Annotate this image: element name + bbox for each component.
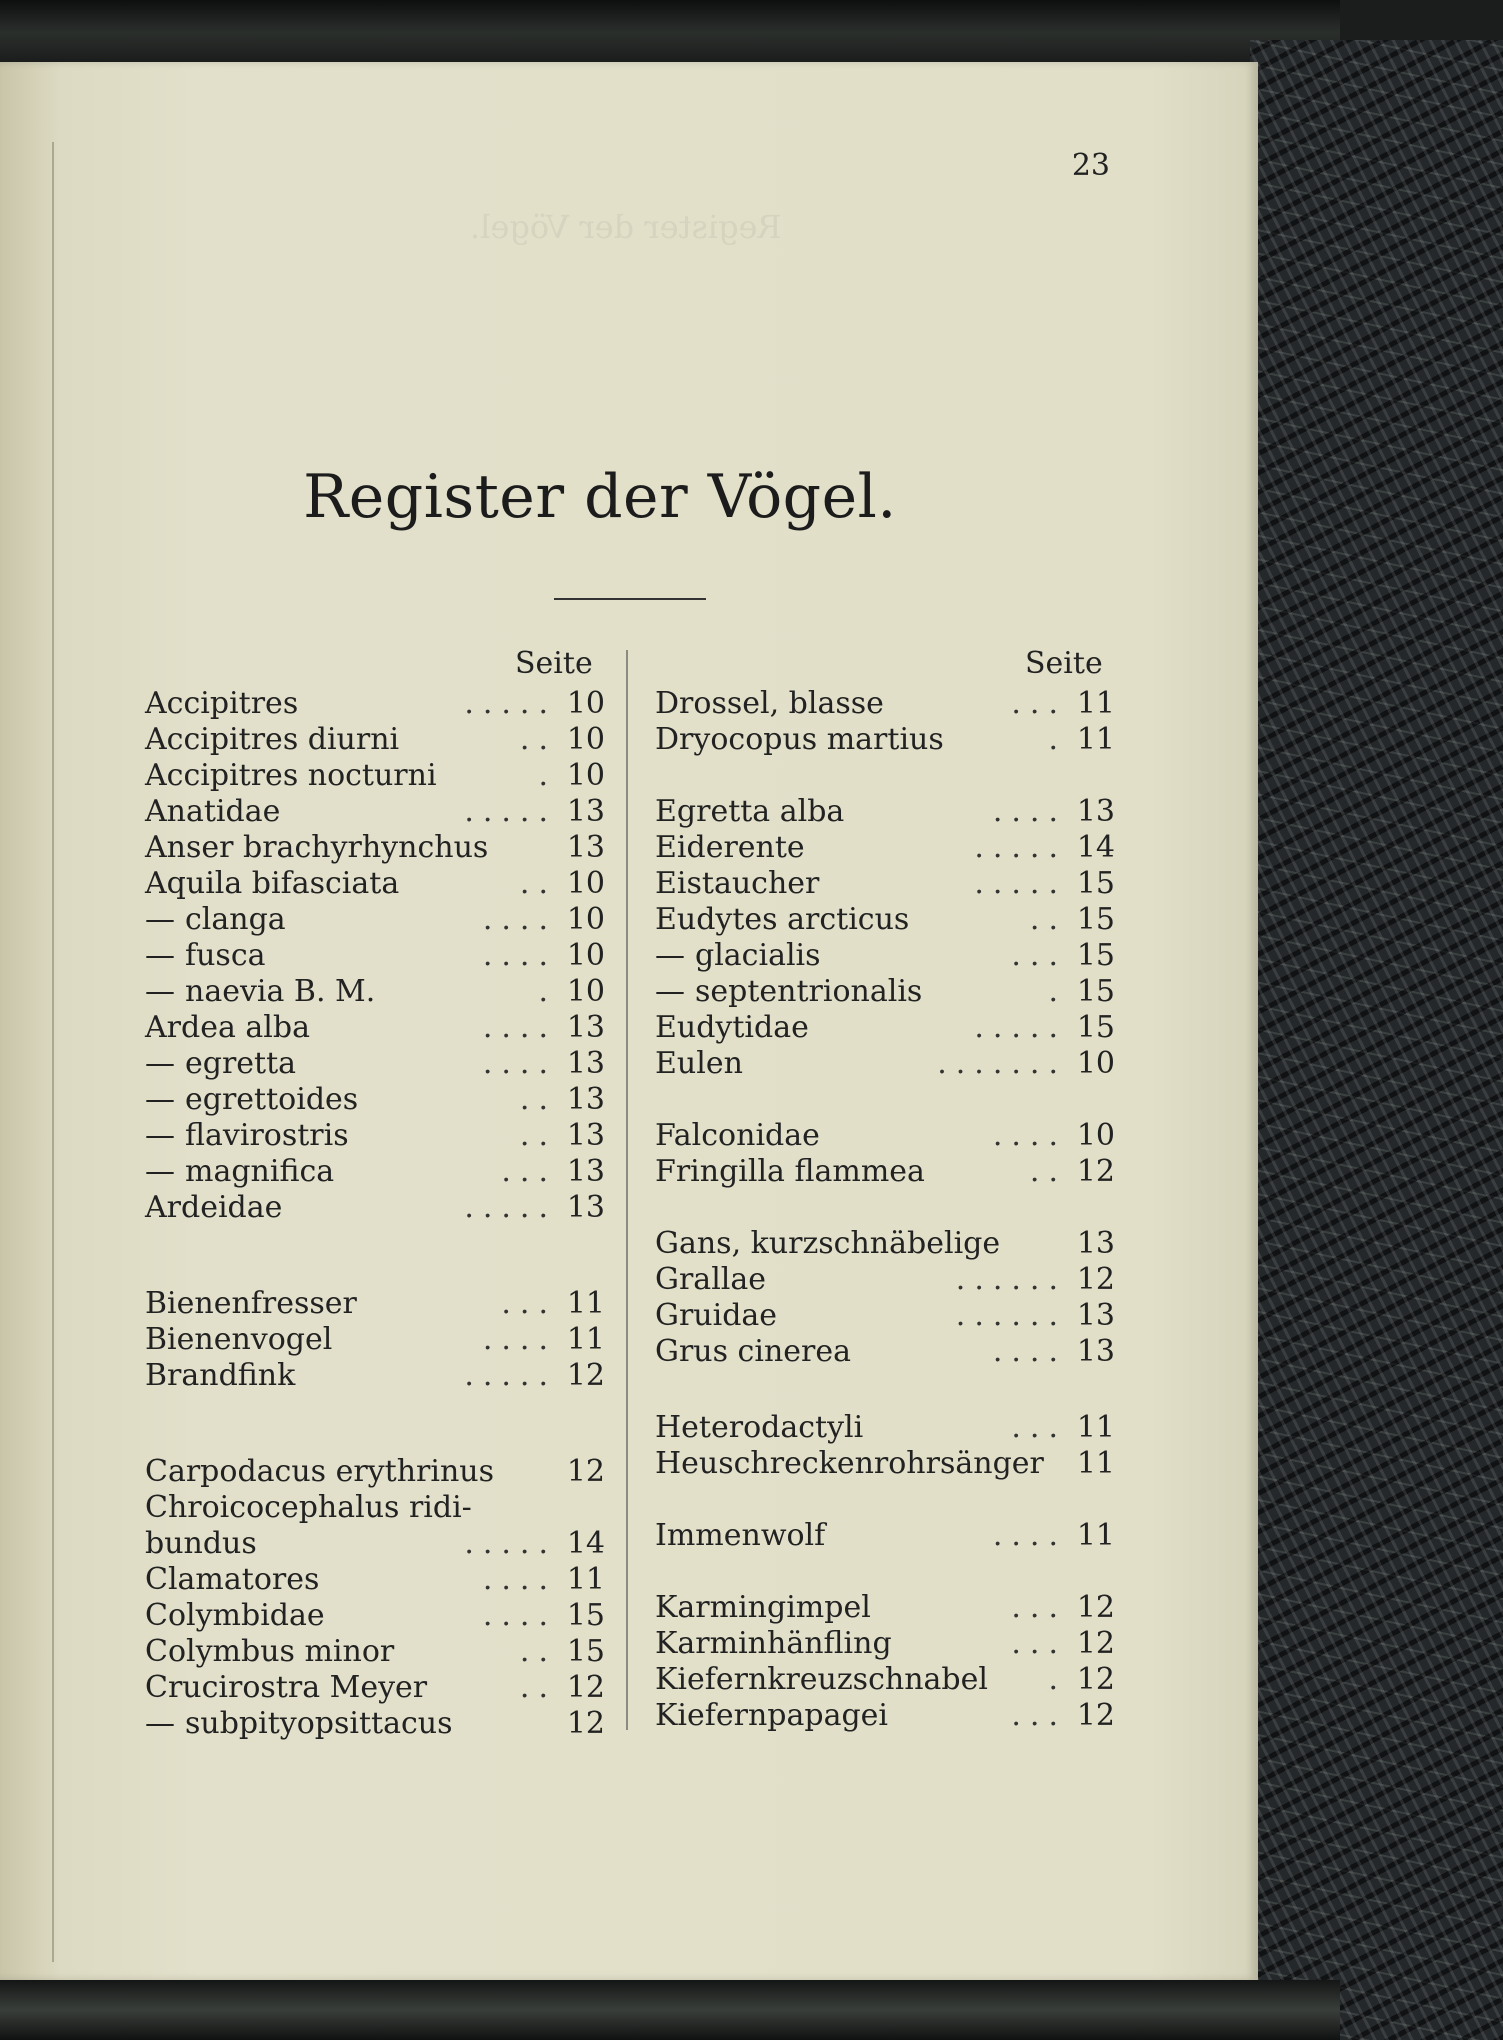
leader-dots: ..... [464, 686, 557, 721]
entry-page-number: 14 [1076, 830, 1115, 865]
entry-name: Falconidae [655, 1118, 820, 1153]
entry-name: Brandfink [145, 1358, 296, 1393]
entry-page-number: 10 [566, 722, 605, 757]
entry-page-number: 13 [566, 1046, 605, 1081]
leader-dots: .... [992, 1334, 1067, 1369]
entry-page-number: 13 [1076, 794, 1115, 829]
entry-page-number: 12 [1076, 1626, 1115, 1661]
entry-page-number: 12 [566, 1670, 605, 1705]
entry-name: Eulen [655, 1046, 743, 1081]
page-number: 23 [1071, 148, 1110, 183]
leader-dots: ..... [464, 794, 557, 829]
left-index-entry [145, 1598, 605, 1634]
entry-page-number: 15 [566, 1634, 605, 1669]
entry-name: Accipitres diurni [145, 722, 400, 757]
leader-dots: .. [1029, 1154, 1067, 1189]
leader-dots: . [1048, 722, 1067, 757]
entry-name: Crucirostra Meyer [145, 1670, 428, 1705]
left-index-entry [145, 1010, 605, 1046]
entry-name: Karminhänfling [655, 1626, 892, 1661]
right-index-entry [655, 1698, 1115, 1734]
leader-dots: .... [482, 1046, 557, 1081]
left-index-entry [145, 1634, 605, 1670]
left-index-entry [145, 1286, 605, 1322]
leader-dots: ....... [937, 1046, 1067, 1081]
entry-page-number: 12 [566, 1358, 605, 1393]
entry-name: Heterodactyli [655, 1410, 864, 1445]
book-binding-bottom [0, 1980, 1340, 2040]
entry-page-number: 11 [1076, 722, 1115, 757]
leader-dots: . [538, 974, 557, 1009]
ditto-dash: — [145, 1046, 175, 1081]
leader-dots: ...... [955, 1298, 1067, 1333]
entry-page-number: 13 [566, 1010, 605, 1045]
leader-dots: .... [482, 1598, 557, 1633]
leader-dots: ... [1011, 1626, 1067, 1661]
entry-name: Drossel, blasse [655, 686, 884, 721]
right-index-entry [655, 1518, 1115, 1554]
leader-dots: . [1048, 1662, 1067, 1697]
entry-page-number: 10 [566, 758, 605, 793]
entry-name: Egretta alba [655, 794, 845, 829]
entry-page-number: 11 [566, 1322, 605, 1357]
left-index-entry [145, 902, 605, 938]
entry-page-number: 15 [1076, 974, 1115, 1009]
ditto-dash: — [145, 902, 175, 937]
entry-name: egretta [185, 1046, 297, 1081]
leader-dots: .... [482, 1562, 557, 1597]
entry-name: flavirostris [185, 1118, 349, 1153]
entry-name: Eiderente [655, 830, 805, 865]
entry-page-number: 12 [1076, 1698, 1115, 1733]
right-index-entry [655, 1262, 1115, 1298]
left-index-entry [145, 1322, 605, 1358]
entry-name: Kiefernpapagei [655, 1698, 889, 1733]
entry-page-number: 15 [566, 1598, 605, 1633]
entry-page-number: 12 [566, 1706, 605, 1741]
entry-page-number: 13 [1076, 1226, 1115, 1261]
entry-name: Eudytes arcticus [655, 902, 910, 937]
ditto-dash: — [145, 1118, 175, 1153]
entry-page-number: 13 [566, 1190, 605, 1225]
ditto-dash: — [145, 1082, 175, 1117]
leader-dots: ..... [974, 866, 1067, 901]
entry-name: subpityopsittacus [185, 1706, 453, 1741]
entry-page-number: 10 [566, 938, 605, 973]
entry-page-number: 14 [566, 1526, 605, 1561]
entry-name: magnifica [185, 1154, 335, 1189]
entry-page-number: 15 [1076, 902, 1115, 937]
entry-name: Dryocopus martius [655, 722, 944, 757]
right-index-entry [655, 1226, 1115, 1262]
left-index-entry [145, 1154, 605, 1190]
entry-page-number: 13 [566, 1154, 605, 1189]
left-index-entry [145, 686, 605, 722]
entry-name: Heuschreckenrohrsänger [655, 1446, 1044, 1481]
entry-name: Fringilla flammea [655, 1154, 925, 1189]
entry-page-number: 13 [1076, 1334, 1115, 1369]
left-index-entry [145, 722, 605, 758]
right-index-entry [655, 722, 1115, 758]
entry-page-number: 12 [1076, 1262, 1115, 1297]
entry-name: Chroicocephalus ridi- [145, 1490, 472, 1525]
right-index-entry [655, 938, 1115, 974]
left-index-entry [145, 1670, 605, 1706]
leader-dots: . [1048, 974, 1067, 1009]
entry-name: clanga [185, 902, 286, 937]
right-index-entry [655, 1298, 1115, 1334]
left-index-entry [145, 1082, 605, 1118]
ditto-dash: — [655, 974, 685, 1009]
entry-name: Karmingimpel [655, 1590, 871, 1625]
ditto-dash: — [655, 938, 685, 973]
left-index-entry [145, 794, 605, 830]
leader-dots: ... [1011, 1410, 1067, 1445]
leader-dots: ..... [464, 1190, 557, 1225]
entry-page-number: 13 [566, 830, 605, 865]
left-index-entry [145, 1046, 605, 1082]
entry-page-number: 13 [566, 1118, 605, 1153]
leader-dots: .. [519, 722, 557, 757]
ditto-dash: — [145, 1154, 175, 1189]
entry-page-number: 12 [1076, 1662, 1115, 1697]
leader-dots: ... [1011, 1590, 1067, 1625]
right-index-entry [655, 1334, 1115, 1370]
entry-name: fusca [185, 938, 266, 973]
right-index-entry [655, 902, 1115, 938]
leader-dots: .. [519, 1670, 557, 1705]
entry-page-number: 10 [1076, 1118, 1115, 1153]
left-index-entry [145, 1490, 605, 1526]
left-index-entry [145, 830, 605, 866]
entry-name: bundus [145, 1526, 257, 1561]
entry-name: Immenwolf [655, 1518, 826, 1553]
left-index-entry [145, 1454, 605, 1490]
leader-dots: .. [519, 1634, 557, 1669]
entry-page-number: 13 [566, 794, 605, 829]
leader-dots: .... [482, 938, 557, 973]
entry-name: Eudytidae [655, 1010, 809, 1045]
entry-name: Grus cinerea [655, 1334, 852, 1369]
entry-name: Clamatores [145, 1562, 320, 1597]
entry-name: Colymbidae [145, 1598, 325, 1633]
column-divider [626, 650, 628, 1730]
right-index-entry [655, 974, 1115, 1010]
marbled-endpaper [1250, 40, 1503, 2040]
page-title: Register der Vögel. [303, 462, 897, 532]
left-index-entry [145, 1190, 605, 1226]
entry-page-number: 12 [1076, 1590, 1115, 1625]
leader-dots: .... [482, 1010, 557, 1045]
entry-page-number: 10 [566, 974, 605, 1009]
leader-dots: ... [501, 1154, 557, 1189]
entry-page-number: 10 [566, 866, 605, 901]
entry-page-number: 11 [1076, 1410, 1115, 1445]
left-index-entry [145, 1358, 605, 1394]
left-index-entry [145, 1118, 605, 1154]
left-index-entry [145, 1526, 605, 1562]
right-index-entry [655, 866, 1115, 902]
entry-page-number: 10 [1076, 1046, 1115, 1081]
entry-name: Aquila bifasciata [145, 866, 400, 901]
leader-dots: ..... [464, 1358, 557, 1393]
entry-page-number: 11 [1076, 1446, 1115, 1481]
right-index-entry [655, 1154, 1115, 1190]
leader-dots: .. [1029, 902, 1067, 937]
ditto-dash: — [145, 938, 175, 973]
entry-page-number: 13 [566, 1082, 605, 1117]
entry-name: Eistaucher [655, 866, 820, 901]
entry-page-number: 10 [566, 686, 605, 721]
right-index-entry [655, 1662, 1115, 1698]
entry-name: Gans, kurzschnäbelige [655, 1226, 1001, 1261]
entry-name: Anatidae [145, 794, 281, 829]
entry-page-number: 11 [566, 1562, 605, 1597]
leader-dots: .... [992, 1118, 1067, 1153]
entry-name: Gruidae [655, 1298, 778, 1333]
entry-page-number: 15 [1076, 1010, 1115, 1045]
entry-page-number: 11 [1076, 686, 1115, 721]
left-index-entry [145, 938, 605, 974]
leader-dots: ..... [974, 1010, 1067, 1045]
right-column-header: Seite [1025, 646, 1103, 681]
entry-name: Ardeidae [145, 1190, 283, 1225]
left-index-entry [145, 1562, 605, 1598]
entry-page-number: 11 [566, 1286, 605, 1321]
leader-dots: .... [482, 902, 557, 937]
right-index-entry [655, 1410, 1115, 1446]
leader-dots: .. [519, 1118, 557, 1153]
entry-page-number: 15 [1076, 938, 1115, 973]
right-index-entry [655, 1626, 1115, 1662]
entry-name: Accipitres [145, 686, 299, 721]
entry-name: glacialis [695, 938, 821, 973]
entry-name: Carpodacus erythrinus [145, 1454, 494, 1489]
entry-name: Accipitres nocturni [145, 758, 437, 793]
right-index-entry [655, 686, 1115, 722]
leader-dots: .. [519, 1082, 557, 1117]
right-index-entry [655, 830, 1115, 866]
entry-name: Ardea alba [145, 1010, 310, 1045]
leader-dots: .... [992, 1518, 1067, 1553]
leader-dots: ... [1011, 938, 1067, 973]
entry-name: Bienenfresser [145, 1286, 357, 1321]
left-index-entry [145, 1706, 605, 1742]
entry-name: Bienenvogel [145, 1322, 333, 1357]
entry-page-number: 13 [1076, 1298, 1115, 1333]
entry-name: naevia B. M. [185, 974, 376, 1009]
entry-name: Grallae [655, 1262, 767, 1297]
entry-page-number: 12 [1076, 1154, 1115, 1189]
left-index-entry [145, 758, 605, 794]
right-index-entry [655, 794, 1115, 830]
leader-dots: ..... [974, 830, 1067, 865]
right-index-entry [655, 1118, 1115, 1154]
left-column-header: Seite [515, 646, 593, 681]
leader-dots: . [538, 758, 557, 793]
leader-dots: ... [501, 1286, 557, 1321]
right-index-entry [655, 1010, 1115, 1046]
leader-dots: .... [482, 1322, 557, 1357]
leader-dots: ... [1011, 686, 1067, 721]
left-index-entry [145, 866, 605, 902]
left-index-entry [145, 974, 605, 1010]
entry-name: egrettoides [185, 1082, 359, 1117]
entry-page-number: 12 [566, 1454, 605, 1489]
ditto-dash: — [145, 1706, 175, 1741]
right-index-entry [655, 1446, 1115, 1482]
entry-page-number: 10 [566, 902, 605, 937]
entry-name: Kiefernkreuzschnabel [655, 1662, 988, 1697]
leader-dots: .. [519, 866, 557, 901]
entry-page-number: 11 [1076, 1518, 1115, 1553]
show-through-text: Register der Vögel. [470, 208, 782, 246]
right-index-entry [655, 1590, 1115, 1626]
page-gutter [52, 142, 54, 1962]
title-rule [554, 598, 706, 600]
leader-dots: ...... [955, 1262, 1067, 1297]
right-index-entry [655, 1046, 1115, 1082]
entry-name: Anser brachyrhynchus [145, 830, 489, 865]
entry-name: Colymbus minor [145, 1634, 395, 1669]
ditto-dash: — [145, 974, 175, 1009]
leader-dots: ... [1011, 1698, 1067, 1733]
leader-dots: ..... [464, 1526, 557, 1561]
entry-name: septentrionalis [695, 974, 923, 1009]
leader-dots: .... [992, 794, 1067, 829]
entry-page-number: 15 [1076, 866, 1115, 901]
